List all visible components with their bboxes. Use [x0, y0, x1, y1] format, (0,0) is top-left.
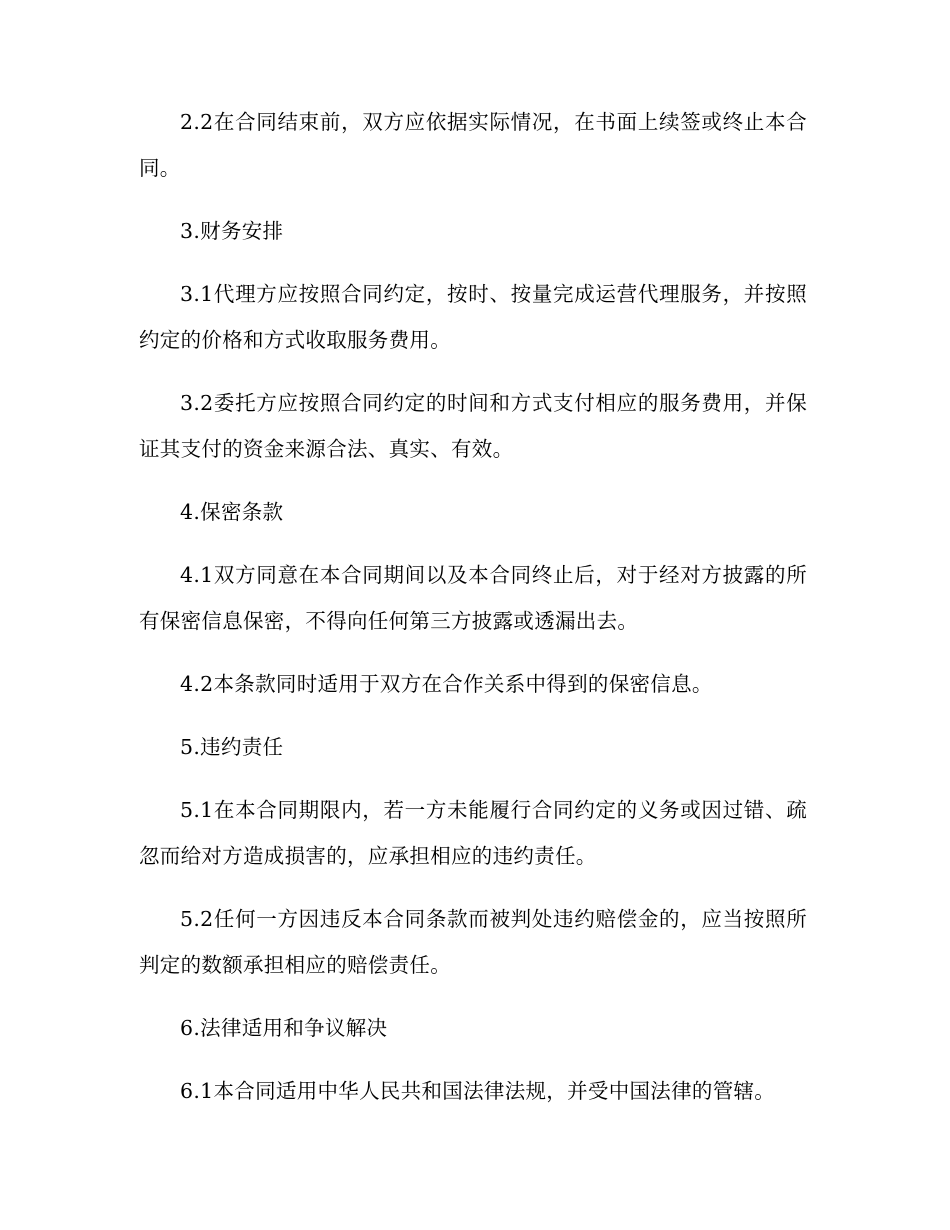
clause-5-1: 5.1在本合同期限内，若一方未能履行合同约定的义务或因过错、疏忽而给对方造成损害的，应承担相应的违约责任。	[139, 798, 807, 868]
section-heading-4: 4.保密条款	[180, 500, 284, 524]
clause-4-2: 4.2本条款同时适用于双方在合作关系中得到的保密信息。	[180, 672, 713, 696]
section-heading-5: 5.违约责任	[180, 735, 284, 759]
section-heading-6: 6.法律适用和争议解决	[180, 1016, 388, 1040]
clause-3-1: 3.1代理方应按照合同约定，按时、按量完成运营代理服务，并按照约定的价格和方式收取服务费用。	[139, 282, 807, 352]
clause-3-2: 3.2委托方应按照合同约定的时间和方式支付相应的服务费用，并保证其支付的资金来源合法、真实、有效。	[139, 391, 807, 461]
clause-2-2: 2.2在合同结束前，双方应依据实际情况，在书面上续签或终止本合同。	[139, 110, 807, 180]
document-body	[139, 99, 807, 1131]
clause-6-1: 6.1本合同适用中华人民共和国法律法规，并受中国法律的管辖。	[180, 1079, 776, 1103]
clause-4-1: 4.1双方同意在本合同期间以及本合同终止后，对于经对方披露的所有保密信息保密，不得向任何第三方披露或透漏出去。	[139, 563, 807, 633]
section-heading-3: 3.财务安排	[180, 219, 284, 243]
clause-5-2: 5.2任何一方因违反本合同条款而被判处违约赔偿金的，应当按照所判定的数额承担相应的赔偿责任。	[139, 907, 807, 977]
